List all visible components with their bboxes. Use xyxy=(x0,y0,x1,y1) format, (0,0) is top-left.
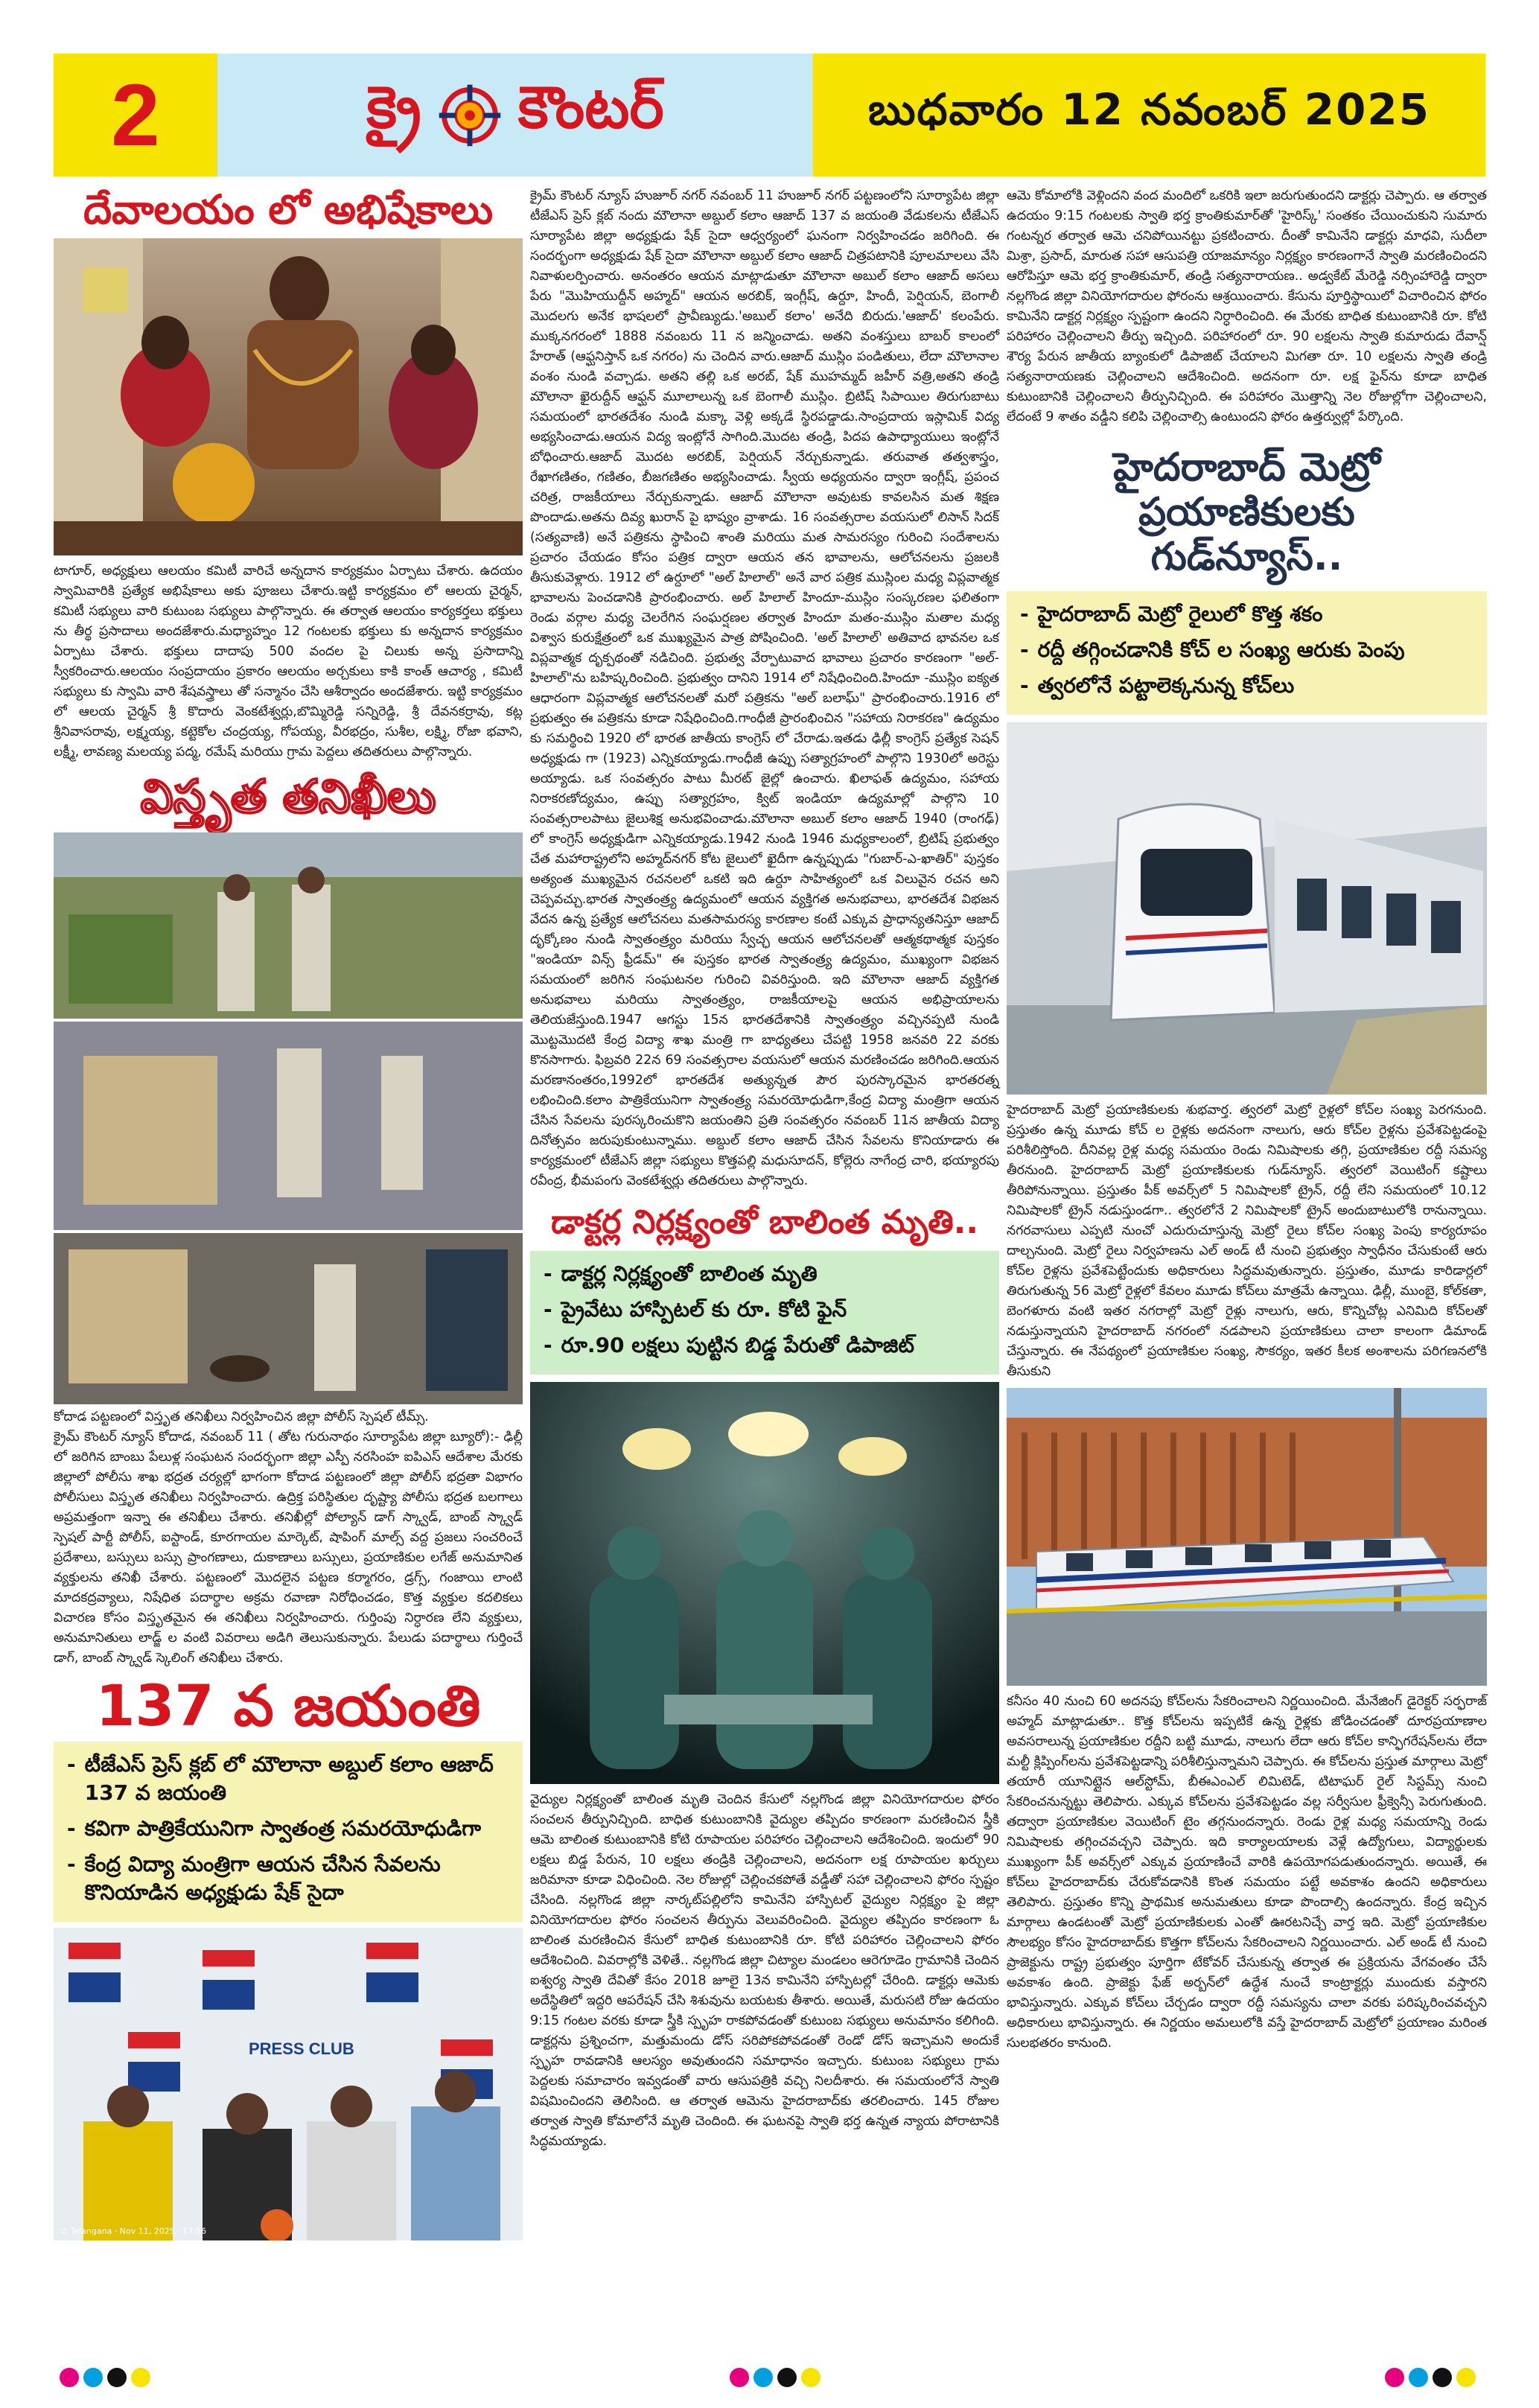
metro-body-part1: హైదరాబాద్ మెట్రో ప్రయాణికులకు శుభవార్త. త్వరలో మెట్రో రైళ్లలో కోచ్‌ల సంఖ్య పెరగనుంది. ప్రస్తుతం ఉన్న మూడు కోచ్ ల రైళ్లకు అదనంగా నాలుగు, ఆరు కోచ్‌ల రైళ్లను ప్రవేశపెట్టడంపై పరిశీలిస్తోంది. దీనివల్ల రైళ్ల మధ్య సమయం రెండు నిమిషాలకు తగ్గి, ప్రయాణికుల రద్దీ సమస్య తీరనుంది. హైదరాబాద్ మెట్రో ప్రయాణికులకు గుడ్‌న్యూస్. త్వరలో వెయిటింగ్ కష్టాలు తీరిపోనున్నాయి. ప్రస్తుతం పీక్ అవర్స్‌లో 5 నిమిషాలకో ట్రైన్, రద్దీ లేని సమయంలో 10.12 నిమిషాలకో ట్రైన్ నడుస్తుండగా.. త్వరలోనే 2 నిమిషాలకో ట్రైన్ అందుబాటులోకి రానున్నాయి. నగరవాసులు ఎప్పటి నుంచో ఎదురుచూస్తున్న మెట్రో రైలు కోచ్‌ల సంఖ్య పెంపు కార్యరూపం దాల్చనుంది. మెట్రో రైలు నిర్వహణను ఎల్ అండ్ టీ నుంచి ప్రభుత్వం స్వాధీనం చేసుకుంటే ఆరు కోచ్‌ల రైళ్లను ప్రవేశపెట్టేందుకు అధికారులు సిద్ధమవుతున్నారు. ప్రస్తుతం, మూడు కారిడార్లలో తిరుగుతున్న 56 మెట్రో రైళ్లలో కేవలం మూడు కోచ్‌లు మాత్రమే ఉన్నాయి. ఢిల్లీ, ముంబై, కోల్‌కతా, బెంగళూరు వంటి ఇతర నగరాల్లో మెట్రో రైళ్లు నాలుగు, ఆరు, కొన్నిచోట్ల ఎనిమిది కోచ్‌లతో నడుస్తున్నాయని హైదరాబాద్ నగరంలో నడపాలని ప్రయాణికులు చాలా కాలంగా డిమాండ్ చేస్తున్నారు. ఈ నేపథ్యంలో ప్రయాణికుల సంఖ్య, సౌకర్యం, ఇతర కీలక అంశాలను పరిగణనలోకి తీసుకుని xyxy=(1007,1103,1487,1379)
inspection-caption: కోదాడ పట్టణంలో విస్తృత తనిఖీలు నిర్వహించిన జిల్లా పోలీస్ స్పెషల్ టీమ్స్. xyxy=(54,1410,429,1424)
photo-timestamp: © Telangana · Nov 11, 2025 · 17:56 xyxy=(60,2226,206,2236)
registration-dot xyxy=(60,2368,79,2387)
press-club-photo xyxy=(54,1928,523,2240)
crosshair-icon xyxy=(438,83,502,147)
police-inspection-photo xyxy=(54,832,523,1404)
metro-body-part2: కనీసం 40 నుంచి 60 అదనపు కోచ్‌లను సేకరించాలని నిర్ణయించింది. మేనేజింగ్ డైరెక్టర్ సర్ఫరాజ్ అహ్మద్ మాట్లాడుతూ.. కొత్త కోచ్‌లను ఇప్పటికే ఉన్న రైళ్లకు జోడించడంతో దూరప్రయాణాల అవసరాలున్న ప్రయాణికుల రద్దీని బట్టి మూడు, నాలుగు లేదా ఆరు కోచ్‌ల కాన్ఫిగరేషన్‌లను లేదా మల్టీ క్లిప్పింగ్‌లను ప్రవేశపెట్టడాన్ని పరిశీలిస్తున్నామని చెప్పారు. ఈ కోచ్‌లను ప్రస్తుత మార్గాలు మెట్రో తయారీ యూనిట్లైన ఆల్‌స్టోమ్, బీఈఎంఎల్ లిమిటెడ్, టిటాఘర్ రైల్ సిస్టమ్స్ నుంచి సేకరించనున్నట్టు తెలిపారు. ఎక్కువ కోచ్‌లను ప్రవేశపెట్టడం వల్ల సర్వీసుల ఫ్రీక్వెన్సీ పెరుగుతుంది. తద్వారా ప్రయాణికుల వెయిటింగ్ టైం తగ్గనుందన్నారు. రెండు రైళ్ల మధ్య సమయాన్ని రెండు నిమిషాలకు తగ్గించవచ్చని చెప్పారు. ఇది కార్యాలయాలకు వెళ్లే ఉద్యోగులు, విద్యార్థులకు ముఖ్యంగా పీక్ అవర్స్‌లో ఎక్కువ ప్రయాణించే వారికి ఉపయోగపడుతుందన్నారు. అయితే, ఈ కోచ్‌లు హైదరాబాద్‌కు చేరుకోవడానికి కొంత సమయం పట్టే అవకాశం ఉందని అధికారులు తెలిపారు. ప్రస్తుతం కొన్ని ప్రాథమిక అనుమతులు కూడా పొందాల్సి ఉందన్నారు. కేంద్ర ఇచ్చిన మార్గాలు ఉండటంతో మెట్రో ప్రయాణికులకు ఎంతో ఊరటనిచ్చే వార్త ఇది. మెట్రో ప్రయాణికుల సౌలభ్యం కోసం హైదరాబాద్‌కు కొత్తగా కోచ్‌లను సేకరించాలని నిర్ణయించారు. ఎల్ అండ్ టీ నుంచి ప్రాజెక్టును రాష్ట్ర ప్రభుత్వం పూర్తిగా టేకోవర్ చేసుకున్న తర్వాత ఈ ప్రక్రియను వేగవంతం చేసే అవకాశం ఉంది. ప్రాజెక్టు ఫేజ్ అర్బన్‌లో ఉద్ధేశ నుంచే కాంట్రాక్టర్లు ముందుకు వస్తారని భావిస్తున్నారు. ఎక్కువ కోచ్‌లు చేర్చడం ద్వారా రద్దీ సమస్యను చాలా వరకు పరిష్కరించవచ్చని అధికారులు భావిస్తున్నారు. ఈ నిర్ణయం అమలులోకి వస్తే హైదరాబాద్ మెట్రోలో ప్రయాణం మరింత సులభతరం కానుంది. xyxy=(1007,1694,1487,2051)
metro-headline-line: ప్రయాణికులకు xyxy=(1138,490,1355,535)
operation-theatre-photo xyxy=(530,1382,999,1784)
column-right xyxy=(1007,186,1487,2054)
inspection-body: క్రైమ్ కౌంటర్ న్యూస్ కోదాడ, నవంబర్ 11 ( తోట గురునాథం సూర్యాపేట జిల్లా బ్యూరో):- ఢిల్లీ లో జరిగిన బాంబు పేలుళ్ల సంఘటన సందర్భంగా జిల్లా ఎస్పీ నరసింహ ఐపిఎస్ ఆదేశాల మేరకు జిల్లాలో పోలీసు శాఖ భద్రత చర్యల్లో భాగంగా కోదాడ పట్టణంలో జిల్లా పోలీస్ భద్రతా విభాగం పోలీసులు విస్తృత తనిఖీలు నిర్వహించారు. ఉద్రిక్త పరిస్థితుల దృష్ట్యా పోలీసు భద్రత బలగాలు అప్రమత్తంగా ఇన్నా ఈ తనిఖీలు చేశారు. తనిఖీల్లో పోల్యాన్ డాగ్ స్క్వాడ్, బాంబ్ స్క్వాడ్ స్పెషల్ పార్టీ పోలీస్, ఐస్టాండ్, కూరగాయల మార్కెట్, షాపింగ్ మాల్స్ వద్ద ప్రజలు సంచరించే ప్రదేశాలు, బస్సులు బస్సు ప్రాంగణాలు, దుకాణాలు బస్సులు, ప్రయాణికుల లగేజ్ అనుమానిత వ్యక్తులను తనిఖీ చేశారు. పట్టణంలో మొదలైన పట్టణ కర్మాగరం, డ్రగ్స్, గంజాయి లాంటి మాదకద్రవ్యాలు, నిషేధిత పదార్థాల అక్రమ రవాణా నిరోధించడం, కొత్త వ్యక్తుల కదలికలు విచారణ కోసం విస్తృతమైన ఈ తనిఖీలు నిర్వహించారు. గుర్తింపు నిర్ధారణ లేని వ్యక్తులు, అనుమానితులు లాడ్జ్ ల వంటి వివరాలు అడిగి తెలుసుకున్నారు. పేలుడు పదార్థాలు గుర్తించే డాగ్, బాంబ్ స్క్వాడ్ స్కెలింగ్ తనిఖీలు చేశారు. xyxy=(54,1430,523,1666)
registration-dot xyxy=(1385,2368,1404,2387)
jayanti-highlight-item: - కవిగా పాత్రికేయునిగా స్వాతంత్ర సమరయోధుడిగా xyxy=(67,1816,482,1841)
doctors-highlight-item: - ప్రైవేటు హాస్పిటల్ కు రూ. కోటి ఫైన్ xyxy=(544,1297,847,1322)
metro-elevated-train-photo xyxy=(1007,1388,1487,1686)
jayanti-highlight-item: - టీజేఎస్ ప్రెస్ క్లబ్ లో మౌలానా అబ్దుల్ కలాం ఆజాద్ 137 వ జయంతి xyxy=(67,1752,494,1805)
temple-body: టాగూర్, అధ్యక్షులు ఆలయం కమిటీ వారిచే అన్నదాన కార్యక్రమం ఏర్పాటు చేశారు. ఉదయం స్వామివారికి ప్రత్యేక అభిషేకాలు అకు పూజలు చేశారు.ఇట్టి కార్యక్రమం లో ఆలయ చైర్మన్, కమిటీ సభ్యులు వారి కుటుంబ సభ్యులు పాల్గొన్నారు. ఈ తర్వాత ఆలయం కార్యకర్తలు భక్తులు ను తీర్థ ప్రసాదాలు అందజేశారు.మధ్యాహ్నం 12 గంటలకు భక్తులు కు అన్నదాన కార్యక్రమం ఏర్పాటు చేశారు. భక్తులు దాదాపు 500 వందల పై చిలుకు అన్న ప్రసాదాన్ని స్వీకరించారు.ఆలయం సంప్రదాయం ప్రకారం ఆలయం అర్చకులు కాకి కాంత్ ఆచార్య , కమిటీ సభ్యులు కు స్వామి వారి శేషవస్త్రాలు తో సన్మానం చేసి ఆశీర్వాదం అందజేశారు. ఇట్టి కార్యక్రమం లో ఆలయ చైర్మన్ శ్రీ కొదారు వెంకటేశ్వర్లు,బొమ్మిరెడ్డి సన్నిరెడ్డి, శ్రీ దేవనకర్రావు, కట్ల శ్రీనివాసరావు, లక్ష్మయ్య, కట్టెకోల చంద్రయ్య, గోపయ్య, వీరభద్రం, సుశీల, లక్ష్మి, రోజా భవాని, లక్ష్మీ, లావణ్య మలయ్య పద్మ, రమేష్ మరియు గ్రామ పెద్దలు తదితరులు పాల్గొన్నారు. xyxy=(54,564,523,759)
doctors-highlights xyxy=(530,1251,999,1375)
registration-dot xyxy=(1456,2368,1476,2387)
metro-intro-body: ఆమె కోమాలోకి వెళ్లిందని వంద మందిలో ఒకరికి ఇలా జరుగుతుందని డాక్టర్లు చెప్పారు. ఆ తర్వాత ఉదయం 9:15 గంటలకు స్వాతి భర్త క్రాంతికుమార్‌తో 'హైరిస్క్' సంతకం చేయించుకుని సుమారు గంటన్నర తర్వాత ఆమె చనిపోయినట్టు ప్రకటించారు. దీంతో కామినేని డాక్టర్లు మాధవి, సుదీలా మిశ్రా, ప్రసాద్, మారుత సహా ఆసుపత్రి యాజమాన్యం నిర్లక్ష్యం కారణంగానే స్వాతి మరణించిందని ఆరోపిస్తూ ఆమె భర్త క్రాంతికుమార్, తండ్రి సత్యనారాయణ.. అడ్వకేట్ మేరెడ్డి నర్సింహారెడ్డి ద్వారా నల్లగొండ జిల్లా వినియోగదారుల ఫోరంను ఆశ్రయించారు. కేసును పూర్తిస్థాయిలో విచారించిన ఫోరం కామినేని డాక్టర్ల నిర్లక్ష్యం స్పష్టంగా ఉందని నిర్ధారించింది. ఈ మేరకు బాధిత కుటుంబానికి రూ. కోటి పరిహారం చెల్లించాలని తీర్పు ఇచ్చింది. పరిహారంలో రూ. 90 లక్షలను స్వాతి కుమారుడు దేవాన్ష్ శౌర్య పేరున జాతీయ బ్యాంకులో డిపాజిట్ చేయాలని మిగతా రూ. 10 లక్షలను స్వాతి తండ్రి సత్యనారాయణకు చెల్లించాలని ఆదేశించింది. అదనంగా రూ. లక్ష ఫైన్‌ను కూడా బాధిత కుటుంబానికి చెల్లించాలని తీర్పునిచ్చింది. ఈ పరిహారం మొత్తాన్ని నెల రోజుల్లోగా చెల్లించాలని, లేదంటే 9 శాతం వడ్డీని కలిపి చెల్లించాల్సి ఉంటుందని ఫోరం ఉత్తర్వుల్లో పేర్కొంది. xyxy=(1007,188,1487,424)
brand-right-word: కౌంటర్ xyxy=(517,74,664,141)
brand-logo xyxy=(217,54,813,176)
doctors-headline: డాక్టర్ల నిర్లక్ష్యంతో బాలింత మృతి.. xyxy=(550,1203,979,1241)
masthead xyxy=(54,54,1485,176)
inspection-headline: విస్తృత తనిఖీలు xyxy=(140,769,436,824)
column-left xyxy=(54,186,523,2240)
metro-highlight-item: - హైదరాబాద్ మెట్రో రైలులో కొత్త శకం xyxy=(1020,602,1323,626)
temple-abhishekam-photo xyxy=(54,238,523,555)
jayanti-highlight-item: - కేంద్ర విద్యా మంత్రిగా ఆయన చేసిన సేవలను కొనియాడిన అధ్యక్షుడు షేక్ సైదా xyxy=(67,1852,441,1905)
registration-dot xyxy=(801,2368,821,2387)
registration-dot xyxy=(777,2368,797,2387)
registration-dot xyxy=(107,2368,127,2387)
issue-date: బుధవారం 12 నవంబర్ 2025 xyxy=(813,54,1485,176)
temple-headline: దేవాలయం లో అభిషేకాలు xyxy=(83,186,494,233)
metro-highlight-item: - రద్దీ తగ్గించడానికి కోచ్ ల సంఖ్య ఆరుకు పెంపు xyxy=(1020,637,1405,662)
jayanti-highlights xyxy=(54,1742,523,1922)
press-club-sign: PRESS CLUB xyxy=(249,2039,354,2058)
registration-dot xyxy=(1433,2368,1452,2387)
jayanti-body: క్రైమ్ కౌంటర్ న్యూస్ హుజూర్ నగర్ నవంబర్ 11 హుజూర్ నగర్ పట్టణంలోని సూర్యాపేట జిల్లా టీజేఎస్ ప్రెస్ క్లబ్ నందు మౌలానా అబ్దుల్ కలాం ఆజాద్ 137 వ జయంతి వేడుకలను టీజేఎస్ సూర్యాపేట జిల్లా అధ్యక్షుడు షేక్ సైదా ఆధ్వర్యంలో ఘనంగా నిర్వహించడం జరిగింది. ఈ సందర్భంగా అధ్యక్షుడు షేక్ సైదా మౌలానా అబ్దుల్ కలాం ఆజాద్ చిత్రపటానికి పూలమాలలు వేసి నివాళులర్పించారు. అనంతరం ఆయన మాట్లాడుతూ మౌలానా అబుల్ కలాం ఆజాద్ అసలు పేరు "మొహియుద్దీన్ అహ్మద్" ఆయన అరబిక్, ఇంగ్లీష్, ఉర్దూ, హిందీ, పెర్షియన్, బెంగాలీ మొదలగు అనేక భాషలలో ప్రావీణ్యుడు.'అబుల్ కలాం' అనేది బిరుదు.'ఆజాద్' కలంపేరు. ముక్కనగరంలో 1888 నవంబరు 11 న జన్మించాడు. అతని వంశస్తులు బాబర్ కాలంలో హేరాత్ (ఆఫ్ఘనిస్తాన్ ఒక నగరం) ను చెందిన వారు.ఆజాద్ ముస్లిం పండితులు, లేదా మౌలానాల వంశం నుండి వచ్చాడు. అతని తల్లి ఒక అరబ్, షేక్ ముహమ్మద్ జహీర్ వత్రి,అతని తండ్రి మౌలానా ఖైరుద్దీన్ ఆఫ్ఘన్ మూలాలున్న ఒక బెంగాలీ ముస్లిం. బ్రిటిష్ సిపాయిల తిరుగుబాటు సమయంలో భారతదేశం నుండి మక్కా వెళ్లి అక్కడే స్థిరపడ్డాడు.సాంప్రదాయ ఇస్లామిక్ విద్య అభ్యసించాడు.ఆయన విద్య ఇంట్లోనే సాగింది.మొదట తండ్రి, పిదప ఉపాధ్యాయులు ఇంట్లోనే బోధించారు.ఆజాద్ మొదట అరబిక్, పెర్షియన్ నేర్చుకున్నాడు. తరువాత తత్వశాస్త్రం, రేఖాగణితం, గణితం, బీజగణితం అభ్యసించాడు. స్వీయ అధ్యయనం ద్వారా ఇంగ్లీష్, ప్రపంచ చరిత్ర, రాజకీయాలు నేర్చుకున్నాడు. ఆజాద్ మౌలానా అవుటకు కావలసిన మత శిక్షణ పొందాడు.అతను దివ్య ఖురాన్ పై భాష్యం వ్రాశాడు. 16 సంవత్సరాల వయసులో లిసాన్ సిదక్ (సత్యవాణి) అనే పత్రికను స్థాపించి శాంతి మరియు మత సామరస్యం గురించి సందేశాలను ప్రచారం చేయడం కోసం పత్రిక ద్వారా ఆయన తన భావాలను, ఆలోచనలను ప్రజలకి తీసుకువెళ్లారు. 1912 లో ఉర్దూలో "అల్ హిలాల్" అనే వార పత్రిక ముస్లింల మధ్య విప్లవాత్మక భావాలను పెంచడానికి ప్రారంభించారు. అల్ హిలాల్ హిందూ-ముస్లిం సంస్కరణల ఫలితంగా రెండు వర్గాల మధ్య చెలరేగిన సంఘర్షణల తర్వాత హిందూ మతం-ముస్లిం మతాల మధ్య విశ్వాస కురుక్షేత్రంలో ఒక ముఖ్యమైన పాత్ర పోషించింది. 'అల్ హిలాల్' అతివాద భావనల ఒక విప్లవాత్మక దృక్పథంతో నడిచింది. ప్రభుత్వ వేర్పాటువాద భావాలు ప్రచారం కారణంగా "అల్-హిలాల్"ను బహిష్కరించింది. ప్రభుత్వం దానిని 1914 లో నిషేధించింది.హిందూ -ముస్లిం ఐక్యత ఆధారంగా విప్లవాత్మక ఆలోచనలతో మరో పత్రికను "అల్ బలాఘ్" ప్రారంభించారు.1916 లో ప్రభుత్వం ఈ పత్రికను కూడా నిషేధించింది.గాంధీజీ ప్రారంభించిన "సహాయ నిరాకరణ" ఉద్యమం కు సమర్థించి 1920 లో భారత జాతీయ కాంగ్రెస్ లో చేరాడు.ఇతడు ఢిల్లీ కాంగ్రెస్ ప్రత్యేక సెషన్ అధ్యక్షుడు గా (1923) ఎన్నికయ్యాడు.గాంధీజీ ఉప్పు సత్యాగ్రహంలో పాల్గొని 1930లో అరెస్టు అయ్యాడు. ఒక సంవత్సరం పాటు మీరట్ జైల్లో ఉంచారు. ఖిలాఫత్ ఉద్యమం, సహాయ నిరాకరణోద్యమం, ఉప్పు సత్యాగ్రహం, క్విట్ ఇండియా ఉద్యమాల్లో పాల్గొని 10 సంవత్సరాలపాటు జైలుశిక్ష అనుభవించాడు.మౌలానా అబుల్ కలాం ఆజాద్ 1940 (రాంగఢ్) లో కాంగ్రెస్ అధ్యక్షుడిగా ఎన్నికయ్యాడు.1942 నుండి 1946 మధ్యకాలంలో, బ్రిటిష్ ప్రభుత్వం చేత మహారాష్ట్రలోని అహ్మద్‌నగర్ కోట జైలులో ఖైదీగా ఉన్నప్పుడు "గుబార్-ఎ-ఖాతిర్" పుస్తకం అత్యంత ముఖ్యమైన రచనలలో ఒకటి ఇది ఉర్దూ సాహిత్యంలో ఒక విలువైన రచన అని చెప్పవచ్చు.భారత స్వాతంత్ర్య ఉద్యమంలో ఆయన వ్యక్తిగత అనుభవాలు, భారతదేశ విభజన వేదన ఉన్న ప్రత్యేక ఆలోచనలు మతసామరస్య కారణాల కంటే ఎక్కువ ప్రాధాన్యతనిస్తూ ఆజాద్ దృక్కోణం నుండి స్వాతంత్ర్యం మరియు స్వేచ్ఛ ఆయన ఆలోచనలతో ఆత్మకథాత్మక పుస్తకం "ఇండియా విన్స్ ఫ్రీడమ్" ఈ పుస్తకం భారత స్వాతంత్ర్య ఉద్యమం, ముఖ్యంగా విభజన సమయంలో జరిగిన సంఘటనల గురించి వివరిస్తుంది. ఇది మౌలానా ఆజాద్ వ్యక్తిగత అనుభవాలు మరియు స్వాతంత్ర్యం, రాజకీయాలపై ఆయన అభిప్రాయాలను తెలియజేస్తుంది.1947 ఆగస్టు 15న భారతదేశానికి స్వాతంత్ర్యం వచ్చినప్పటి నుండి మొట్టమొదటి కేంద్ర విద్యా శాఖ మంత్రి గా బాధ్యతలు చేపట్టి 1958 జనవరి 22 వరకు కొనసాగారు. ఫిబ్రవరి 22న 69 సంవత్సరాల వయసులో ఆయన మరణించడం జరిగింది.ఆయన మరణానంతరం,1992లో భారతదేశ అత్యున్నత పౌర పురస్కారమైన భారతరత్న లభించింది.కలాం పాత్రికేయునిగా స్వాతంత్ర్య సమరయోధుడిగా,కేంద్ర విద్యా మంత్రిగా ఆయన చేసిన సేవలను పురస్కరించుకొని జయంతిని ప్రతి సంవత్సరం నవంబర్ 11న జాతీయ విద్యా దినోత్సవం జరుపుకుంటున్నాము. అబ్దుల్ కలాం ఆజాద్ చేసిన సేవలను కొనియాడారు ఈ కార్యక్రమంలో టీజేఎస్ జిల్లా సభ్యులు కొత్తపల్లి మధుసూదన్, కోల్లెరు నాగేంద్ర చారి, భయ్యారపు రవీంద్ర, భీమపంగు వెంకటేశ్వర్లు తదితరులు పాల్గొన్నారు. xyxy=(530,188,999,1188)
metro-headline xyxy=(1007,445,1487,579)
jayanti-headline: 137 వ జయంతి xyxy=(95,1672,481,1739)
metro-train-station-photo xyxy=(1007,722,1487,1095)
doctors-body: వైద్యుల నిర్లక్ష్యంతో బాలింత మృతి చెందిన కేసులో నల్లగొండ జిల్లా వినియోగదారుల ఫోరం సంచలన తీర్పునిచ్చింది. బాధిత కుటుంబానికి వైద్యుల తప్పిదం కారణంగా మరణించిన స్త్రీకి ఆమె బాలింత కుటుంబానికి కోటి రూపాయల పరిహారం చెల్లించాలని ఆదేశించింది. ఇందులో 90 లక్షలు బిడ్డ పేరున, 10 లక్షలు తండ్రికి చెల్లించాలని, అదనంగా లక్ష రూపాయల ఖర్చులు జరిమానా కూడా విధించింది. నెల రోజుల్లో చెల్లించకపోతే వడ్డీతో సహా చెల్లించాలని ఫోరం స్పష్టం చేసింది. నల్లగొండ జిల్లా నార్కట్‌పల్లిలోని కామినేని హాస్పిటల్ వైద్యుల నిర్లక్ష్యం పై జిల్లా వినియోగదారుల ఫోరం సంచలన తీర్పును వెలువరించింది. వైద్యుల తప్పిదం కారణంగా ఓ బాలింత మరణించిన కేసులో బాధిత కుటుంబానికి రూ. కోటి పరిహారం చెల్లించాలని ఫోరం ఆదేశించింది. వివరాల్లోకి వెళితే.. నల్లగొండ జిల్లా చిట్యాల మండలం ఆరెగూడెం గ్రామానికి చెందిన ఐశ్వర్య స్వాతి దేవితో కేసం 2018 జూలై 13న కామినేని హాస్పిటల్లో చేరింది. డాక్టర్లు ఆమెకు అదేస్థితిలో ఇద్దరి ఆపరేషన్ చేసి శిశువును బయటకు తీశారు. అయితే, మరుసటి రోజు ఉదయం 9:15 గంటల వరకు కూడా స్త్రీకి స్పృహ రాకపోవడంతో కుటుంబ సభ్యులు అనుమానం కలిగింది. డాక్టర్లను ప్రశ్నించగా, మత్తుమందు డోస్ సరిపోకపోవడంతో రెండో డోస్ ఇచ్చామని అందుకే స్పృహ రావడానికి ఆలస్యం అవుతుందని సమాధానం ఇచ్చారు. కుటుంబ సభ్యులు గ్రామ పెద్దలకు సమాచారం ఇవ్వడంతో వారు ఆసుపత్రికి వచ్చి నిలదీశారు. ఈ సమయంలోనే స్వాతి విషమించిందని తెలిసింది. ఆ తర్వాత ఆమెను హైదరాబాద్‌కు తరలించారు. 145 రోజుల తర్వాత స్వాతి కోమాలోనే మృతి చెందింది. ఈ ఘటనపై స్వాతి భర్త ఉన్నత న్యాయ పోరాటానికి సిద్ధమయ్యాడు. xyxy=(530,1792,999,2149)
doctors-highlight-item: - డాక్టర్ల నిర్లక్ష్యంతో బాలింత మృతి xyxy=(544,1261,818,1286)
registration-dot xyxy=(753,2368,773,2387)
registration-dot xyxy=(1409,2368,1428,2387)
metro-headline-line: హైదరాబాద్ మెట్రో xyxy=(1113,445,1380,490)
brand-left-word: క్రై xyxy=(366,74,421,141)
column-middle xyxy=(530,186,999,2152)
metro-highlight-item: - త్వరలోనే పట్టాలెక్కనున్న కోచ్‌లు xyxy=(1020,673,1295,698)
page-number: 2 xyxy=(54,54,217,176)
doctors-highlight-item: - రూ.90 లక్షలు పుట్టిన బిడ్డ పేరుతో డిపాజిట్ xyxy=(544,1333,915,1357)
registration-dot xyxy=(131,2368,150,2387)
metro-highlights xyxy=(1007,591,1487,715)
metro-headline-line: గుడ్‌న్యూస్.. xyxy=(1150,535,1343,579)
registration-dot xyxy=(83,2368,103,2387)
registration-dot xyxy=(730,2368,749,2387)
